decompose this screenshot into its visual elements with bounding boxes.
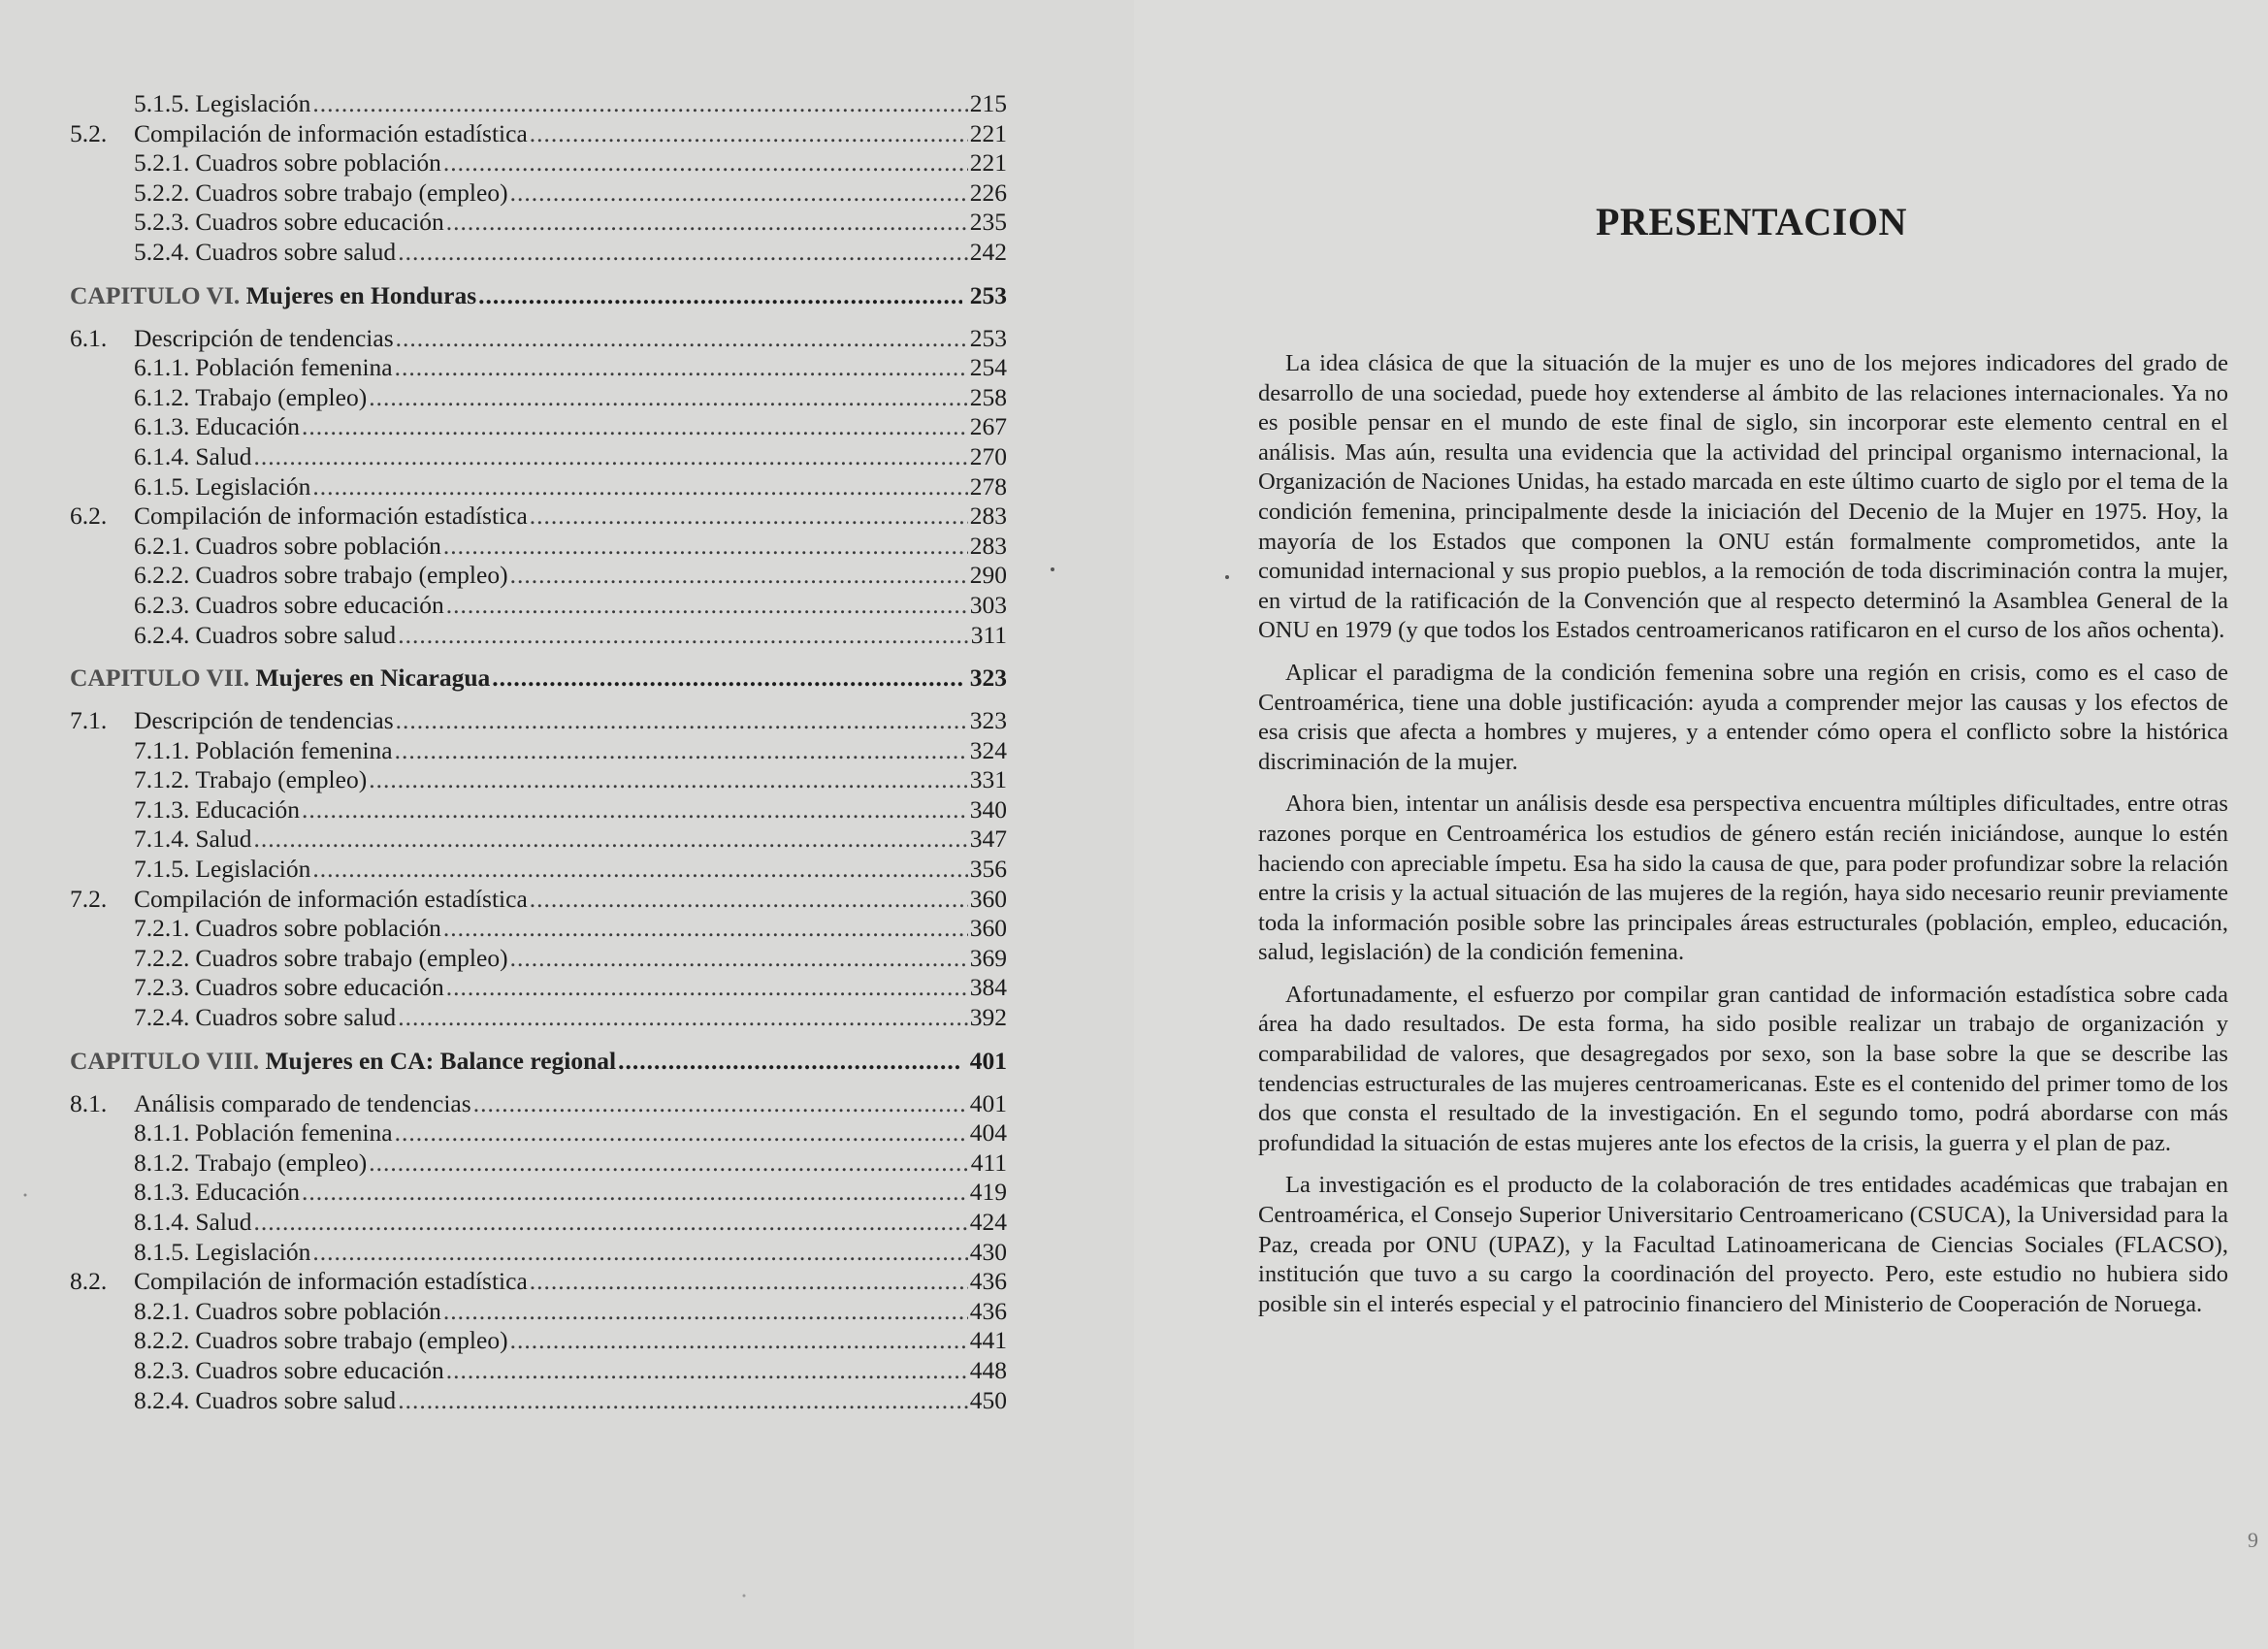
dot-leader (443, 1297, 968, 1327)
toc-entry-page-number: 290 (969, 561, 1007, 590)
toc-chapter-8[interactable] (70, 1045, 1007, 1078)
dot-leader (302, 1178, 968, 1208)
toc-entry-title: Compilación de información estadística (134, 884, 528, 913)
toc-section[interactable] (70, 324, 1007, 354)
toc-entry-title: Cuadros sobre educación (195, 590, 444, 619)
toc-entry-title: Cuadros sobre salud (195, 237, 397, 266)
toc-subsection[interactable] (70, 1178, 1007, 1208)
toc-subsection[interactable] (70, 89, 1007, 119)
toc-entry-page-number: 253 (969, 323, 1007, 352)
toc-entry-title: Salud (195, 824, 252, 854)
toc-section[interactable] (70, 501, 1007, 532)
dot-leader (446, 208, 968, 238)
toc-entry-number: 7.1.1. (134, 735, 190, 764)
toc-entry-page-number: 226 (969, 178, 1007, 207)
toc-entry-number: 6.2.1. (134, 531, 190, 560)
toc-section[interactable] (70, 885, 1007, 915)
toc-entry-page-number: 441 (969, 1326, 1007, 1355)
toc-entry-title: Trabajo (empleo) (195, 765, 368, 794)
dot-leader (443, 148, 968, 178)
toc-entry-page-number: 436 (969, 1267, 1007, 1296)
toc-entry-page-number: 360 (969, 914, 1007, 943)
toc-entry-title: Salud (195, 441, 252, 470)
dot-leader (510, 944, 968, 974)
toc-subsection[interactable] (70, 561, 1007, 591)
toc-entry-page-number: 404 (969, 1118, 1007, 1148)
chapter-title: Mujeres en Honduras (245, 280, 477, 309)
toc-entry-number: 6.1.4. (134, 441, 190, 470)
dot-leader (302, 412, 968, 442)
toc-subsection[interactable] (70, 353, 1007, 383)
chapter-label: CAPITULO VI. (70, 280, 241, 309)
toc-entry-title: Compilación de información estadística (134, 501, 528, 531)
dot-leader (398, 621, 969, 651)
presentation-body (1258, 349, 2228, 1332)
toc-entry-title: Descripción de tendencias (134, 323, 394, 352)
toc-chapter-7[interactable] (70, 662, 1007, 695)
dot-leader (253, 824, 967, 855)
dot-leader (312, 472, 967, 502)
dot-leader (369, 1148, 969, 1179)
toc-entry-number: 6.2.4. (134, 620, 190, 649)
toc-entry-page-number: 392 (969, 1003, 1007, 1032)
dot-leader (395, 736, 968, 766)
paragraph: La investigación es el producto de la colaboración de tres entidades académicas que trabajan en Centroamérica, el Consejo Superior Universitario Centroamericano (CSUCA), la Universidad para la Paz, creada por ONU (UPAZ), y la Facultad Latinoamericana de Ciencias Sociales (FLACSO), institución que tuvo a su cargo la coordinación del proyecto. Pero, este estudio no hubiera sido posible sin el interés especial y el patrocinio financiero del Ministerio de Cooperación de Noruega. (1258, 1172, 2228, 1317)
toc-entry-title: Cuadros sobre educación (195, 1355, 444, 1384)
toc-entry-title: Cuadros sobre trabajo (empleo) (195, 943, 508, 972)
toc-subsection[interactable] (70, 1356, 1007, 1386)
dot-leader (618, 1045, 962, 1078)
toc-entry-title: Cuadros sobre población (195, 531, 441, 560)
dot-leader (398, 238, 968, 268)
chapter-page-number: 323 (969, 663, 1007, 693)
dot-leader (396, 324, 968, 354)
toc-entry-title: Cuadros sobre salud (195, 1003, 397, 1032)
toc-entry-page-number: 215 (969, 89, 1007, 117)
dot-leader (398, 1386, 968, 1416)
toc-entry-page-number: 347 (969, 824, 1007, 854)
toc-subsection[interactable] (70, 472, 1007, 502)
dot-leader (396, 706, 968, 736)
toc-subsection[interactable] (70, 1003, 1007, 1033)
dot-leader (443, 914, 968, 944)
toc-subsection[interactable] (70, 1297, 1007, 1327)
chapter-label: CAPITULO VII. (70, 663, 250, 693)
dot-leader (443, 532, 968, 562)
chapter-label: CAPITULO VIII. (70, 1046, 260, 1075)
toc-entry-number: 5.2.3. (134, 208, 190, 237)
paragraph: Afortunadamente, el esfuerzo por compilar gran cantidad de información estadística sobre cada área ha dado resultados. De esta forma, ha sido posible realizar un trabajo de organización y comparabilidad de valores, que desagregados por sexo, son la base sobre la que se describe las tendencias estructurales de las mujeres centroamericanas. Este es el contenido del primer tomo de los dos que consta el resultado de la investigación. En el segundo tomo, podrá abordarse con más profundidad la situación de estas mujeres ante los efectos de la crisis, la guerra y el plan de paz. (1258, 981, 2228, 1156)
toc-subsection[interactable] (70, 412, 1007, 442)
toc-entry-page-number: 436 (969, 1296, 1007, 1325)
toc-entry-page-number: 424 (969, 1208, 1007, 1236)
toc-entry-number: 6.1.2. (134, 382, 190, 411)
toc-subsection[interactable] (70, 238, 1007, 268)
toc-entry-page-number: 369 (969, 943, 1007, 972)
toc-entry-number: 6.2.2. (134, 561, 190, 590)
toc-entry-number: 5.2.4. (134, 237, 190, 266)
toc-entry-number: 5.2. (70, 118, 108, 147)
toc-entry-page-number: 283 (969, 531, 1007, 560)
toc-entry-number: 7.2. (70, 884, 108, 913)
paragraph: Aplicar el paradigma de la condición femenina sobre una región en crisis, como es el caso de Centroamérica, tiene una doble justificación: ayuda a comprender mejor las causas y los efectos de esa crisis que afecta a hombres y mujeres, y a entender cómo opera el conflicto sobre la histórica discriminación de la mujer. (1258, 659, 2228, 775)
chapter-page-number: 253 (969, 280, 1007, 309)
toc-entry-title: Población femenina (195, 353, 393, 382)
toc-entry-number: 7.2.4. (134, 1003, 190, 1032)
toc-chapter-6[interactable] (70, 279, 1007, 312)
dot-leader (302, 795, 968, 825)
toc-subsection[interactable] (70, 1238, 1007, 1268)
toc-entry-title: Legislación (195, 855, 311, 884)
toc-entry-title: Cuadros sobre educación (195, 973, 444, 1002)
toc-entry-number: 6.1.1. (134, 353, 190, 382)
dot-leader (312, 89, 967, 119)
toc-entry-page-number: 323 (969, 706, 1007, 735)
toc-entry-page-number: 360 (969, 884, 1007, 913)
paragraph: La idea clásica de que la situación de la mujer es uno de los mejores indicadores del grado de desarrollo de una sociedad, puede hoy extenderse al ámbito de las relaciones internacionales. Ya no es posible pensar en el mundo de este final de siglo, sin incorporar este elemento central en el análisis. Mas aún, resulta una evidencia que la actividad del principal organismo internacional, la Organización de Naciones Unidas, ha estado marcada en este último cuarto de siglo por el tema de la condición femenina, principalmente desde la iniciación del Decenio de la Mujer en 1975. Hoy, la mayoría de los Estados que componen la ONU están formalmente comprometidos, ante la comunidad internacional y sus propio pueblos, a la remoción de toda discriminación contra la mujer, en virtud de la ratificación de la Convención que al respecto determinó la Asamblea General de la ONU en 1979 (y que todos los Estados centroamericanos ratificaron en el curso de los años ochenta). (1258, 350, 2228, 644)
toc-section[interactable] (70, 119, 1007, 149)
toc-subsection[interactable] (70, 1326, 1007, 1356)
toc-subsection[interactable] (70, 1208, 1007, 1238)
toc-subsection[interactable] (70, 914, 1007, 944)
toc-subsection[interactable] (70, 383, 1007, 413)
dot-leader (446, 973, 968, 1003)
toc-entry-number: 8.2.2. (134, 1326, 190, 1355)
toc-entry-page-number: 324 (969, 735, 1007, 764)
toc-section[interactable] (70, 1089, 1007, 1119)
toc-entry-page-number: 303 (969, 590, 1007, 619)
page-number: 9 (2248, 1528, 2258, 1552)
toc-entry-title: Salud (195, 1208, 252, 1236)
toc-entry-title: Cuadros sobre población (195, 914, 441, 943)
dot-leader (510, 1326, 968, 1356)
chapter-title: Mujeres en Nicaragua (255, 663, 491, 693)
toc-subsection[interactable] (70, 442, 1007, 472)
toc-entry-page-number: 311 (970, 620, 1007, 649)
table-of-contents (70, 89, 1007, 1415)
toc-entry-title: Legislación (195, 89, 311, 117)
toc-subsection[interactable] (70, 591, 1007, 621)
toc-entry-page-number: 258 (969, 382, 1007, 411)
toc-entry-number: 6.1. (70, 323, 108, 352)
toc-section[interactable] (70, 706, 1007, 736)
toc-entry-number: 7.1.2. (134, 765, 190, 794)
toc-entry-number: 5.2.2. (134, 178, 190, 207)
dot-leader (530, 501, 968, 532)
toc-entry-title: Educación (195, 1178, 300, 1207)
toc-group (70, 706, 1007, 1033)
chapter-page-number: 401 (969, 1046, 1007, 1075)
dot-leader (530, 885, 968, 915)
toc-entry-number: 8.2. (70, 1267, 108, 1296)
dot-leader (253, 442, 967, 472)
toc-entry-title: Análisis comparado de tendencias (134, 1088, 471, 1117)
dot-leader (395, 1118, 968, 1148)
toc-entry-page-number: 283 (969, 501, 1007, 531)
toc-entry-title: Cuadros sobre trabajo (empleo) (195, 178, 508, 207)
toc-entry-title: Cuadros sobre población (195, 1296, 441, 1325)
toc-entry-number: 8.1.4. (134, 1208, 190, 1236)
toc-entry-page-number: 254 (969, 353, 1007, 382)
toc-entry-title: Cuadros sobre salud (195, 1385, 397, 1414)
paragraph: Ahora bien, intentar un análisis desde esa perspectiva encuentra múltiples dificultades, entre otras razones porque en Centroamérica los estudios de género están recién iniciándose, aunque lo estén haciendo con apreciable ímpetu. Esa ha sido la causa de que, para poder profundizar sobre la relación entre la crisis y la actual situación de las mujeres de la región, haya sido necesario reunir previamente toda la información posible sobre las principales áreas estructurales (población, empleo, educación, salud, legislación) de la condición femenina. (1258, 791, 2228, 966)
toc-subsection[interactable] (70, 765, 1007, 795)
chapter-title: Mujeres en CA: Balance regional (265, 1046, 617, 1075)
toc-entry-title: Cuadros sobre población (195, 148, 441, 178)
dot-leader (398, 1003, 968, 1033)
page-title: PRESENTACION (1596, 200, 1907, 243)
toc-subsection[interactable] (70, 532, 1007, 562)
toc-entry-title: Cuadros sobre trabajo (empleo) (195, 561, 508, 590)
toc-entry-number: 8.1.3. (134, 1178, 190, 1207)
toc-entry-title: Población femenina (195, 735, 393, 764)
dot-leader (492, 662, 961, 695)
toc-entry-number: 8.2.3. (134, 1355, 190, 1384)
toc-subsection[interactable] (70, 208, 1007, 238)
toc-entry-title: Educación (195, 412, 300, 441)
dot-leader (312, 855, 967, 885)
toc-entry-number: 6.1.3. (134, 412, 190, 441)
dot-leader (253, 1208, 967, 1238)
toc-subsection[interactable] (70, 973, 1007, 1003)
toc-entry-number: 8.1.5. (134, 1237, 190, 1266)
toc-subsection[interactable] (70, 1118, 1007, 1148)
toc-entry-number: 8.1.1. (134, 1118, 190, 1148)
toc-entry-number: 7.2.3. (134, 973, 190, 1002)
dot-leader (395, 353, 968, 383)
dot-leader (530, 1267, 968, 1297)
toc-entry-number: 8.2.4. (134, 1385, 190, 1414)
toc-subsection[interactable] (70, 1148, 1007, 1179)
toc-group (70, 324, 1007, 651)
dot-leader (369, 383, 968, 413)
toc-subsection[interactable] (70, 795, 1007, 825)
toc-subsection[interactable] (70, 736, 1007, 766)
toc-entry-number: 7.1.3. (134, 794, 190, 824)
toc-entry-title: Población femenina (195, 1118, 393, 1148)
toc-section[interactable] (70, 1267, 1007, 1297)
toc-entry-number: 6.2.3. (134, 590, 190, 619)
toc-entry-page-number: 270 (969, 441, 1007, 470)
toc-entry-number: 8.1.2. (134, 1148, 190, 1177)
toc-entry-number: 8.1. (70, 1088, 108, 1117)
toc-entry-page-number: 221 (969, 118, 1007, 147)
toc-entry-title: Cuadros sobre trabajo (empleo) (195, 1326, 508, 1355)
toc-subsection[interactable] (70, 621, 1007, 651)
toc-entry-page-number: 411 (970, 1148, 1007, 1177)
toc-entry-number: 7.1.5. (134, 855, 190, 884)
toc-entry-page-number: 242 (969, 237, 1007, 266)
toc-entry-title: Legislación (195, 471, 311, 501)
dot-leader (369, 765, 968, 795)
toc-subsection[interactable] (70, 1386, 1007, 1416)
toc-entry-title: Cuadros sobre educación (195, 208, 444, 237)
dot-leader (510, 178, 968, 209)
toc-entry-page-number: 450 (969, 1385, 1007, 1414)
toc-subsection[interactable] (70, 944, 1007, 974)
toc-entry-page-number: 401 (969, 1088, 1007, 1117)
dot-leader (446, 591, 968, 621)
toc-entry-page-number: 384 (969, 973, 1007, 1002)
toc-entry-number: 7.1. (70, 706, 108, 735)
toc-entry-page-number: 430 (969, 1237, 1007, 1266)
toc-group (70, 1089, 1007, 1416)
toc-entry-page-number: 356 (969, 855, 1007, 884)
toc-entry-title: Cuadros sobre salud (195, 620, 397, 649)
toc-subsection[interactable] (70, 148, 1007, 178)
toc-entry-title: Educación (195, 794, 300, 824)
dot-leader (510, 561, 968, 591)
toc-entry-number: 7.2.2. (134, 943, 190, 972)
toc-subsection[interactable] (70, 178, 1007, 209)
toc-entry-page-number: 331 (969, 765, 1007, 794)
toc-entry-page-number: 267 (969, 412, 1007, 441)
toc-entry-title: Descripción de tendencias (134, 706, 394, 735)
toc-group (70, 89, 1007, 268)
toc-subsection[interactable] (70, 855, 1007, 885)
toc-entry-number: 6.2. (70, 501, 108, 531)
right-page (1134, 0, 2268, 1649)
dot-leader (446, 1356, 968, 1386)
dot-leader (473, 1089, 968, 1119)
toc-entry-page-number: 235 (969, 208, 1007, 237)
toc-entry-number: 7.1.4. (134, 824, 190, 854)
toc-entry-number: 8.2.1. (134, 1296, 190, 1325)
toc-entry-page-number: 448 (969, 1355, 1007, 1384)
toc-subsection[interactable] (70, 824, 1007, 855)
toc-entry-page-number: 340 (969, 794, 1007, 824)
toc-entry-title: Compilación de información estadística (134, 1267, 528, 1296)
dot-leader (478, 279, 962, 312)
toc-entry-page-number: 278 (969, 471, 1007, 501)
toc-entry-page-number: 221 (969, 148, 1007, 178)
toc-entry-title: Trabajo (empleo) (195, 1148, 368, 1177)
toc-entry-title: Compilación de información estadística (134, 118, 528, 147)
toc-entry-number: 6.1.5. (134, 471, 190, 501)
dot-leader (530, 119, 968, 149)
toc-entry-page-number: 419 (969, 1178, 1007, 1207)
toc-entry-title: Legislación (195, 1237, 311, 1266)
dot-leader (312, 1238, 967, 1268)
toc-entry-title: Trabajo (empleo) (195, 382, 368, 411)
toc-entry-number: 5.1.5. (134, 89, 190, 117)
toc-entry-number: 5.2.1. (134, 148, 190, 178)
toc-entry-number: 7.2.1. (134, 914, 190, 943)
